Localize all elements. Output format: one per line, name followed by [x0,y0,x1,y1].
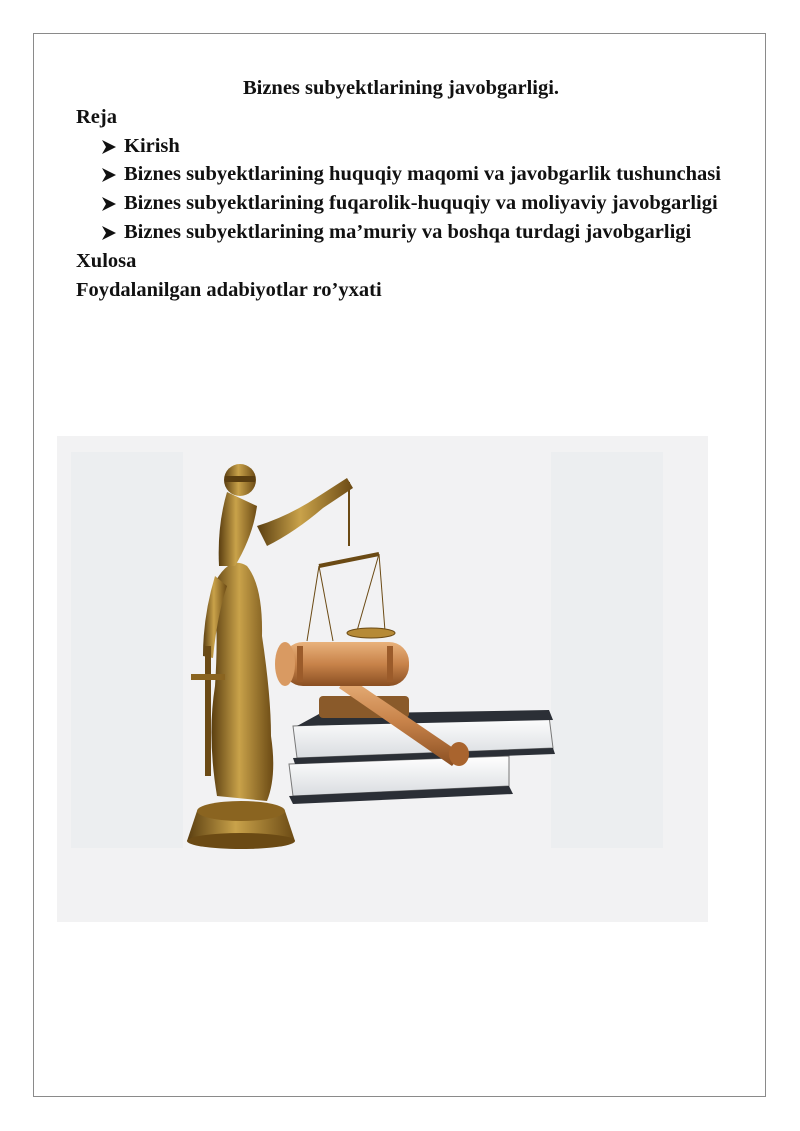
background-panel [71,452,183,848]
arrowhead-bullet-icon [100,218,120,246]
document-body [76,74,726,304]
books-stack [289,710,555,804]
plan-item [100,218,726,247]
arrowhead-bullet-icon [100,132,120,160]
arrowhead-bullet-icon [100,189,120,217]
background-panel [551,452,663,848]
justice-illustration [57,436,708,922]
plan-item-label: Biznes subyektlarining huquqiy maqomi va javobgarlik tushunchasi [124,163,721,186]
justice-illustration-drawing [57,436,708,922]
plan-item-label: Biznes subyektlarining ma’muriy va boshqa turdagi javobgarligi [124,220,692,243]
plan-list [76,132,726,247]
references-heading: Foydalanilgan adabiyotlar ro’yxati [76,278,382,301]
plan-item [100,160,726,189]
conclusion-heading: Xulosa [76,249,137,272]
arrowhead-bullet-icon [100,160,120,188]
plan-item-label: Kirish [124,134,180,157]
plan-item [100,132,726,161]
plan-item [100,189,726,218]
plan-heading: Reja [76,105,117,128]
plan-item-label: Biznes subyektlarining fuqarolik-huquqiy va moliyaviy javobgarligi [124,192,718,215]
document-title: Biznes subyektlarining javobgarligi. [242,77,560,99]
